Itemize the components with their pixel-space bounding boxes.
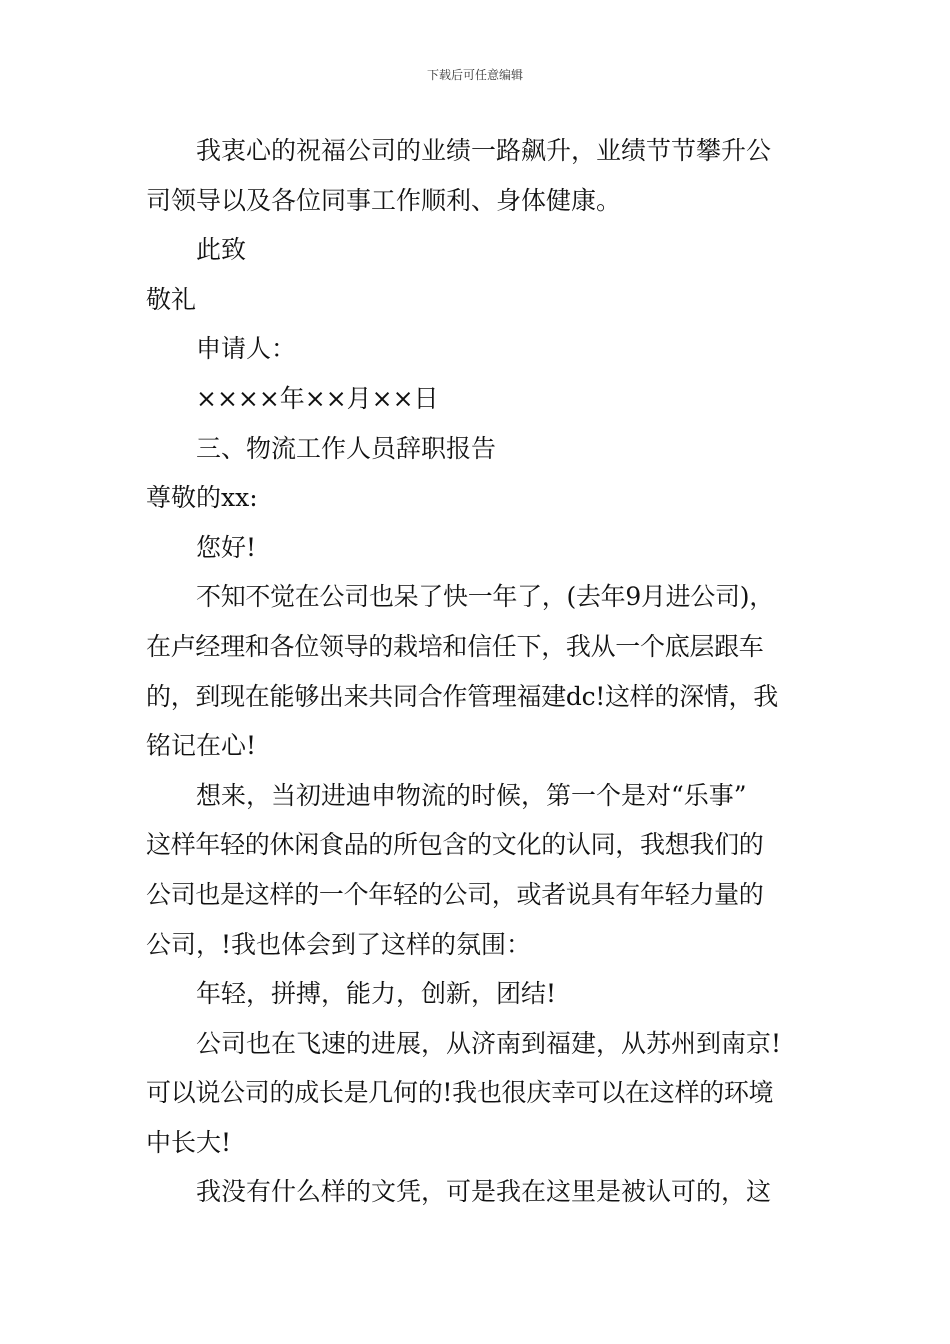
paragraph-line: 这样年轻的休闲食品的所包含的文化的认同，我想我们的 xyxy=(146,830,764,860)
paragraph-line: 公司也在飞速的进展，从济南到福建，从苏州到南京! xyxy=(196,1028,782,1058)
paragraph-line: 中长大! xyxy=(146,1127,232,1157)
paragraph-line: 想来，当初进迪申物流的时候，第一个是对“乐事” xyxy=(196,780,747,810)
paragraph-line: 公司，!我也体会到了这样的氛围： xyxy=(146,929,532,959)
date-line: ××××年××月××日 xyxy=(196,383,439,413)
closing-phrase: 此致 xyxy=(196,235,247,265)
paragraph-line: 公司也是这样的一个年轻的公司，或者说具有年轻力量的 xyxy=(146,879,764,909)
paragraph-line: 司领导以及各位同事工作顺利、身体健康。 xyxy=(146,185,622,215)
document-body xyxy=(146,126,810,1217)
page-header: 下载后可任意编辑 xyxy=(426,68,523,82)
paragraph-line: 年轻，拼搏，能力，创新，团结! xyxy=(196,979,557,1009)
paragraph-line: 铭记在心! xyxy=(146,731,257,761)
paragraph-line: 可以说公司的成长是几何的!我也很庆幸可以在这样的环境 xyxy=(146,1078,774,1108)
greeting: 您好! xyxy=(196,532,257,562)
paragraph-line: 不知不觉在公司也呆了快一年了，(去年9月进公司)， xyxy=(196,582,774,612)
closing-salutation: 敬礼 xyxy=(146,284,197,314)
section-heading: 三、物流工作人员辞职报告 xyxy=(196,433,497,463)
paragraph-line: 在卢经理和各位领导的栽培和信任下，我从一个底层跟车 xyxy=(146,631,764,661)
salutation: 尊敬的xx: xyxy=(146,483,258,513)
paragraph-line: 我没有什么样的文凭，可是我在这里是被认可的，这 xyxy=(196,1177,772,1207)
paragraph-line: 我衷心的祝福公司的业绩一路飙升，业绩节节攀升公 xyxy=(196,136,772,165)
applicant-label: 申请人： xyxy=(196,334,297,364)
paragraph-line: 的，到现在能够出来共同合作管理福建dc!这样的深情，我 xyxy=(146,681,778,711)
